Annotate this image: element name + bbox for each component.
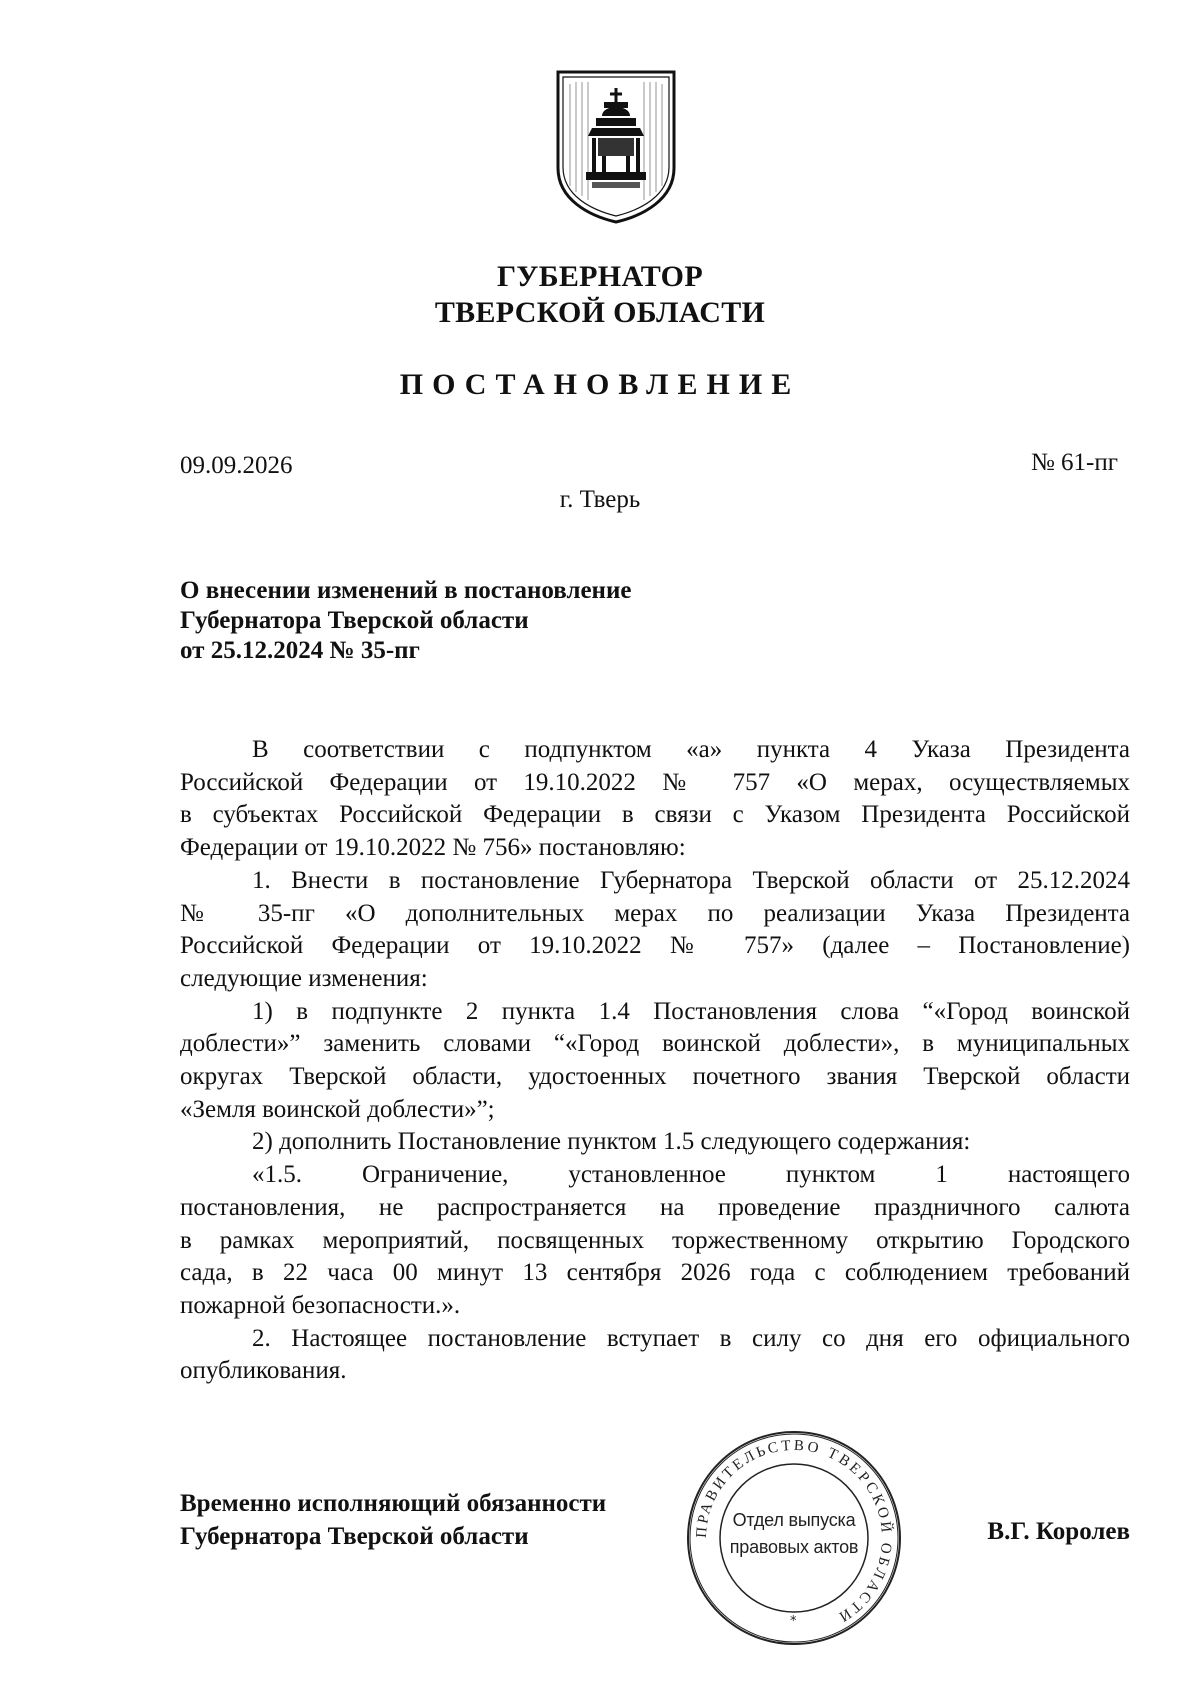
signatory-title-line: Губернатора Тверской области <box>180 1523 529 1550</box>
text-line: 2) дополнить Постановление пунктом 1.5 следующего содержания: <box>252 1128 971 1156</box>
text-line: округах Тверской области, удостоенных почетного звания Тверской области <box>180 1063 1130 1091</box>
document-date: 09.09.2026 <box>180 452 293 479</box>
paragraph-item-1 <box>180 865 1130 996</box>
subject-line: О внесении изменений в постановление <box>180 577 632 604</box>
signatory-title <box>180 1487 606 1553</box>
document-body <box>180 734 1130 1388</box>
text-line: Федерации от 19.10.2022 № 756» постановляю: <box>180 834 686 862</box>
paragraph-quoted-item <box>180 1159 1130 1323</box>
text-line: 1. Внести в постановление Губернатора Тверской области от 25.12.2024 <box>252 866 1130 894</box>
tver-coat-of-arms-icon <box>552 68 680 224</box>
text-line: 1) в подпункте 2 пункта 1.4 Постановления слова “«Город воинской <box>252 997 1130 1025</box>
paragraph-subitem-1 <box>180 996 1130 1127</box>
text-line: следующие изменения: <box>180 964 428 992</box>
document-city: г. Тверь <box>559 486 641 513</box>
paragraph-item-2 <box>180 1323 1130 1388</box>
text-line: постановления, не распространяется на проведение праздничного салюта <box>180 1193 1130 1221</box>
paragraph-subitem-2 <box>180 1126 1130 1159</box>
subject-line: от 25.12.2024 № 35-пг <box>180 637 420 664</box>
issuer-title-line2: ТВЕРСКОЙ ОБЛАСТИ <box>434 296 766 329</box>
stamp-text-line: Отдел выпуска <box>732 1510 856 1530</box>
signatory-name: В.Г. Королев <box>987 1518 1130 1545</box>
text-line: в субъектах Российской Федерации в связи с Указом Президента Российской <box>180 801 1130 829</box>
issuer-title-line1: ГУБЕРНАТОР <box>497 260 703 293</box>
text-line: доблести»” заменить словами “«Город воинской доблести», в муниципальных <box>180 1030 1130 1058</box>
document-subject <box>180 576 631 666</box>
svg-text:ПРАВИТЕЛЬСТВО ТВЕРСКОЙ ОБЛАСТИ <box>694 1438 895 1626</box>
text-line: «1.5. Ограничение, установленное пунктом 1 настоящего <box>252 1161 1130 1189</box>
text-line: «Земля воинской доблести»”; <box>180 1095 495 1123</box>
subject-line: Губернатора Тверской области <box>180 607 529 634</box>
text-line: опубликования. <box>180 1357 347 1385</box>
text-line: пожарной безопасности.». <box>180 1291 461 1319</box>
text-line: в рамках мероприятий, посвященных торжественному открытию Городского <box>180 1226 1130 1254</box>
text-line: Российской Федерации от 19.10.2022 № 757» (далее – Постановление) <box>180 932 1130 960</box>
stamp-text-line: правовых актов <box>729 1537 859 1557</box>
paragraph-preamble <box>180 734 1130 865</box>
text-line: сада, в 22 часа 00 минут 13 сентября 2026 года с соблюдением требований <box>180 1259 1130 1287</box>
text-line: Российской Федерации от 19.10.2022 № 757 «О мерах, осуществляемых <box>180 768 1130 796</box>
text-line: 2. Настоящее постановление вступает в силу со дня его официального <box>252 1324 1130 1352</box>
stamp-star: * <box>790 1614 797 1629</box>
document-number: № 61-пг <box>1030 449 1118 476</box>
text-line: № 35-пг «О дополнительных мерах по реализации Указа Президента <box>180 899 1130 927</box>
text-line: В соответствии с подпунктом «а» пункта 4 Указа Президента <box>252 736 1130 763</box>
stamp-ring-text: ПРАВИТЕЛЬСТВО ТВЕРСКОЙ ОБЛАСТИ <box>693 1437 895 1626</box>
signatory-title-line: Временно исполняющий обязанности <box>180 1490 607 1517</box>
document-type: ПОСТАНОВЛЕНИЕ <box>399 368 801 401</box>
